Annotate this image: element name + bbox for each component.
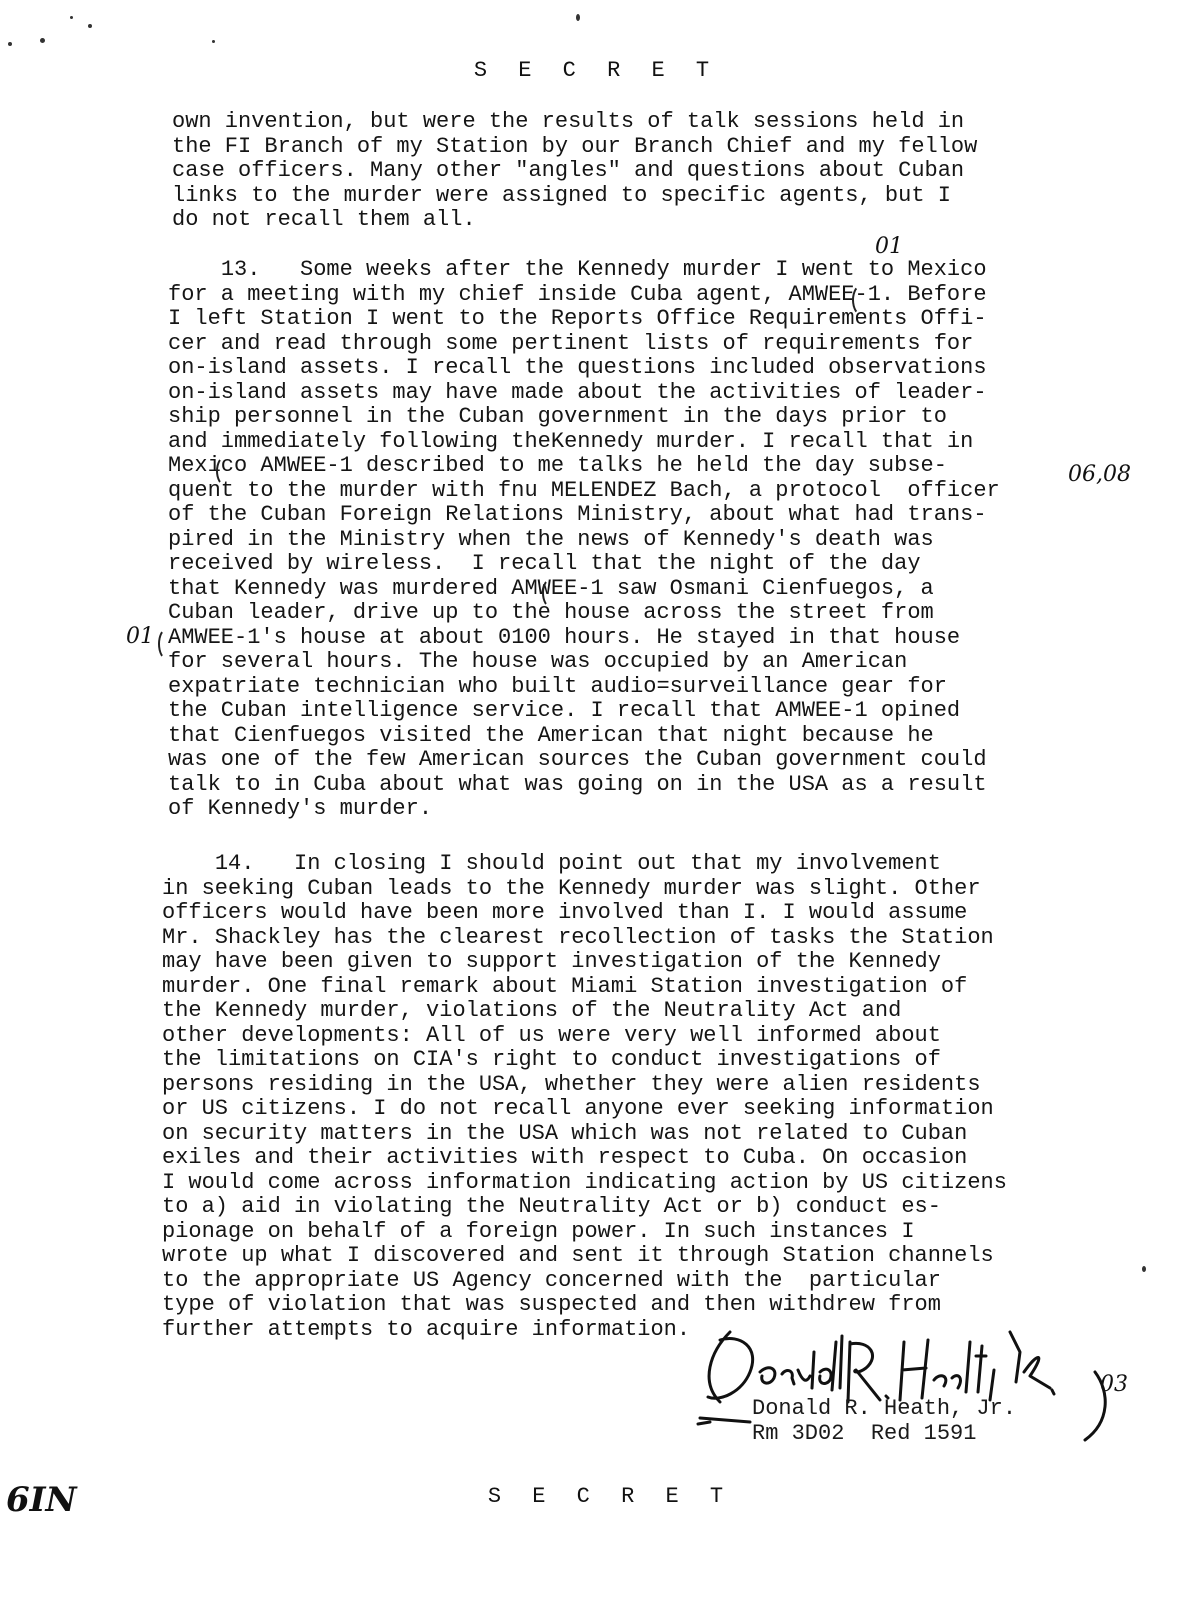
paragraph-14: 14. In closing I should point out that my involvement in seeking Cuban leads to the Kennedy murder was slight. Other officers would have been more involved than I. I would assume Mr. Shackley has the clearest recollection of tasks the Station may have been given to support investigation of the Kennedy murder. One final remark about Miami Station investigation of the Kennedy murder, violations of the Neutrality Act and other developments: All of us were very well informed about the limitations on CIA's right to conduct investigations of persons residing in the USA, whether they were alien residents or US citizens. I do not recall anyone ever seeking information on security matters in the USA which was not related to Cuban exiles and their activities with respect to Cuba. On occasion I would come across information indicating action by US citizens to a) aid in violating the Neutrality Act or b) conduct es- pionage on behalf of a foreign power. In such instances I wrote up what I discovered and sent it through Station channels to the appropriate US Agency concerned with the particular type of violation that was suspected and then withdrew from further attempts to acquire information.	[162, 851, 1007, 1342]
classification-footer: S E C R E T	[487, 1484, 733, 1509]
scan-speck	[8, 42, 12, 46]
bracket-mark	[216, 456, 234, 486]
scan-speck	[212, 40, 215, 43]
signature-name: Donald R. Heath, Jr.	[752, 1396, 1017, 1421]
handwritten-mark-01-left: 01	[126, 624, 154, 649]
scan-speck	[88, 24, 92, 28]
paragraph-13: 13. Some weeks after the Kennedy murder I went to Mexico for a meeting with my chief inside Cuba agent, AMWEE-1. Before I left Station I went to the Reports Office Requirements Offi- cer and read through some pertinent lists of requirements for on-island assets. I recall the questions included observations on-island assets may have made about the activities of leader- ship personnel in the Cuban government in the days prior to and immediately following theKennedy murder. I recall that in Mexico AMWEE-1 described to me talks he held the day subse- quent to the murder with fnu MELENDEZ Bach, a protocol officer of the Cuban Foreign Relations Ministry, about what had trans- pired in the Ministry when the news of Kennedy's death was received by wireless. I recall that the night of the day that Kennedy was murdered AMWEE-1 saw Osmani Cienfuegos, a Cuban leader, drive up to the house across the street from AMWEE-1's house at about 0100 hours. He stayed in that house for several hours. The house was occupied by an American expatriate technician who built audio=surveillance gear for the Cuban intelligence service. I recall that AMWEE-1 opined that Cienfuegos visited the American that night because he was one of the few American sources the Cuban government could talk to in Cuba about what was going on in the USA as a result of Kennedy's murder.	[168, 257, 1000, 821]
bracket-mark	[542, 578, 560, 608]
paragraph-continuation: own invention, but were the results of talk sessions held in the FI Branch of my Station by our Branch Chief and my fellow case officers. Many other "angles" and questions about Cuban links to the murder were assigned to specific agents, but I do not recall them all.	[172, 109, 978, 232]
handwritten-mark-03: 03	[1100, 1372, 1128, 1397]
handwritten-mark-6in: 6IN	[6, 1480, 77, 1520]
classification-header: S E C R E T	[473, 58, 719, 83]
bracket-mark	[852, 284, 872, 316]
scan-speck	[576, 14, 580, 21]
handwritten-mark-0608: 06,08	[1068, 462, 1131, 487]
scan-speck	[40, 38, 45, 43]
bracket-mark	[158, 628, 176, 660]
scan-speck	[70, 16, 73, 19]
scan-speck	[1142, 1266, 1146, 1272]
handwritten-mark-01-top: 01	[875, 234, 903, 259]
signature-room: Rm 3D02 Red 1591	[752, 1421, 977, 1446]
